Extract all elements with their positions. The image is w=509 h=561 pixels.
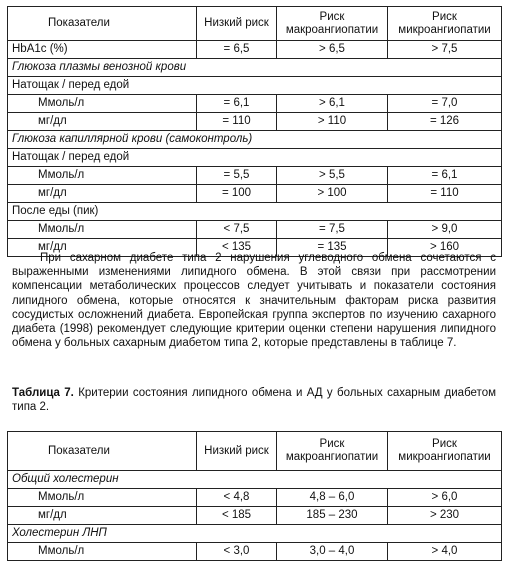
column-header: Риск макроангиопатии bbox=[277, 432, 388, 471]
table-row bbox=[8, 489, 502, 507]
section-label: Глюкоза капиллярной крови (самоконтроль) bbox=[8, 131, 502, 149]
value-cell: 4,8 – 6,0 bbox=[277, 489, 388, 507]
row-label: мг/дл bbox=[8, 239, 197, 257]
value-cell: > 4,0 bbox=[388, 543, 502, 561]
row-label: Ммоль/л bbox=[8, 543, 197, 561]
row-label: мг/дл bbox=[8, 113, 197, 131]
caption-label: Таблица 7. bbox=[12, 387, 74, 399]
section-row bbox=[8, 525, 502, 543]
column-header: Риск микроангиопатии bbox=[388, 432, 502, 471]
value-cell: = 5,5 bbox=[197, 167, 277, 185]
row-label: мг/дл bbox=[8, 185, 197, 203]
column-header: Показатели bbox=[8, 7, 197, 41]
table-row bbox=[8, 507, 502, 525]
section-row bbox=[8, 131, 502, 149]
value-cell: < 7,5 bbox=[197, 221, 277, 239]
lipid-criteria-table bbox=[7, 431, 502, 561]
value-cell: = 100 bbox=[197, 185, 277, 203]
section-row bbox=[8, 471, 502, 489]
row-label: мг/дл bbox=[8, 507, 197, 525]
glucose-criteria-table bbox=[7, 6, 502, 257]
value-cell: > 230 bbox=[388, 507, 502, 525]
table-row bbox=[8, 41, 502, 59]
subsection-row bbox=[8, 203, 502, 221]
value-cell: > 7,5 bbox=[388, 41, 502, 59]
header-row bbox=[8, 432, 502, 471]
value-cell: > 6,1 bbox=[277, 95, 388, 113]
header-row bbox=[8, 7, 502, 41]
column-header: Низкий риск bbox=[197, 432, 277, 471]
value-cell: = 7,5 bbox=[277, 221, 388, 239]
table-row bbox=[8, 185, 502, 203]
value-cell: > 9,0 bbox=[388, 221, 502, 239]
body-paragraph: При сахарном диабете типа 2 нарушения углеводного обмена сочетаются с выраженными изменениями липидного обмена. В этой связи при рассмотрении компенсации метаболических процессов следует учитывать и показатели состояния липидного обмена, которые относятся к значительным факторам риска развития сосудистых осложнений диабета. Европейская группа экспертов по изучению сахарного диабета (1998) рекомендует следующие критерии оценки степени нарушения липидного обмена у больных сахарным диабетом типа 2, которые представлены в таблице 7. bbox=[12, 252, 496, 350]
table-row bbox=[8, 113, 502, 131]
section-label: Глюкоза плазмы венозной крови bbox=[8, 59, 502, 77]
row-label: Ммоль/л bbox=[8, 489, 197, 507]
row-label: Ммоль/л bbox=[8, 221, 197, 239]
value-cell: = 6,5 bbox=[197, 41, 277, 59]
value-cell: = 7,0 bbox=[388, 95, 502, 113]
table-caption bbox=[12, 386, 496, 414]
value-cell: > 6,5 bbox=[277, 41, 388, 59]
table-row bbox=[8, 95, 502, 113]
row-label: Ммоль/л bbox=[8, 167, 197, 185]
column-header: Показатели bbox=[8, 432, 197, 471]
value-cell: 3,0 – 4,0 bbox=[277, 543, 388, 561]
table-row bbox=[8, 221, 502, 239]
value-cell: < 185 bbox=[197, 507, 277, 525]
section-row bbox=[8, 59, 502, 77]
value-cell: = 6,1 bbox=[388, 167, 502, 185]
row-label: HbA1c (%) bbox=[8, 41, 197, 59]
subsection-row bbox=[8, 77, 502, 95]
value-cell: = 110 bbox=[388, 185, 502, 203]
value-cell: > 6,0 bbox=[388, 489, 502, 507]
value-cell: 185 – 230 bbox=[277, 507, 388, 525]
subsection-label: Натощак / перед едой bbox=[8, 77, 502, 95]
subsection-label: После еды (пик) bbox=[8, 203, 502, 221]
caption-text: Критерии состояния липидного обмена и АД у больных сахарным диабетом типа 2. bbox=[12, 387, 496, 414]
value-cell: > 110 bbox=[277, 113, 388, 131]
column-header: Риск микроангиопатии bbox=[388, 7, 502, 41]
section-label: Общий холестерин bbox=[8, 471, 502, 489]
value-cell: < 3,0 bbox=[197, 543, 277, 561]
value-cell: < 4,8 bbox=[197, 489, 277, 507]
value-cell: = 6,1 bbox=[197, 95, 277, 113]
table-row bbox=[8, 167, 502, 185]
subsection-row bbox=[8, 149, 502, 167]
value-cell: = 126 bbox=[388, 113, 502, 131]
value-cell: = 135 bbox=[277, 239, 388, 257]
section-label: Холестерин ЛНП bbox=[8, 525, 502, 543]
column-header: Низкий риск bbox=[197, 7, 277, 41]
value-cell: > 160 bbox=[388, 239, 502, 257]
table1-body bbox=[8, 7, 502, 257]
value-cell: > 100 bbox=[277, 185, 388, 203]
row-label: Ммоль/л bbox=[8, 95, 197, 113]
table2-body bbox=[8, 432, 502, 561]
subsection-label: Натощак / перед едой bbox=[8, 149, 502, 167]
value-cell: > 5,5 bbox=[277, 167, 388, 185]
value-cell: < 135 bbox=[197, 239, 277, 257]
value-cell: = 110 bbox=[197, 113, 277, 131]
column-header: Риск макроангиопатии bbox=[277, 7, 388, 41]
